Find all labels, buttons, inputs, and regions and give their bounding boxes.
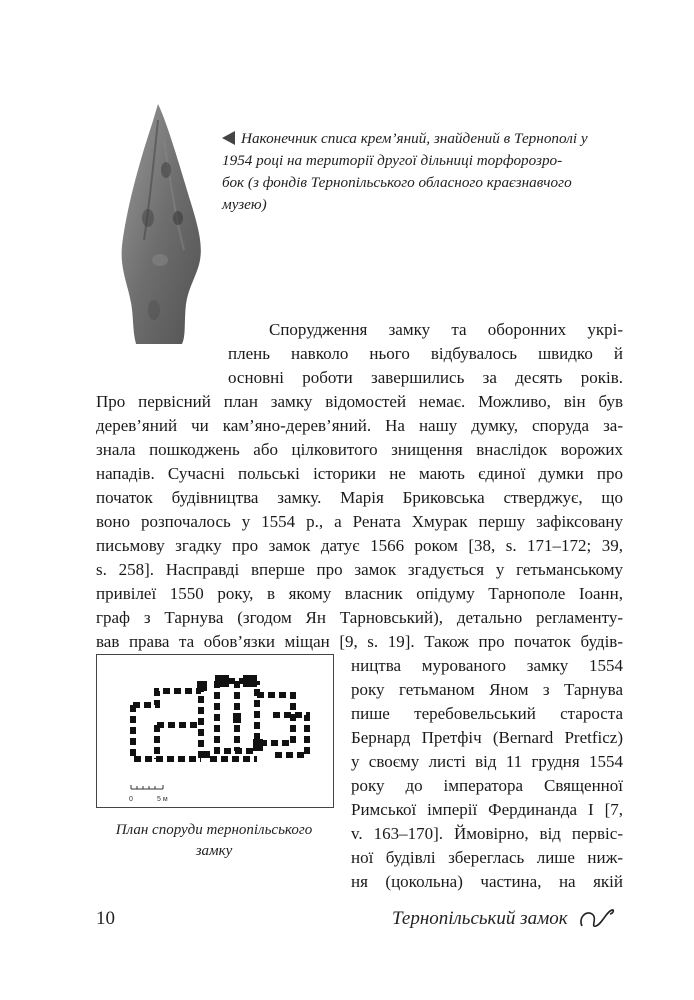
scale-label-five: 5 м bbox=[157, 796, 168, 803]
body-line: ної будівлі збереглась лише ниж- bbox=[351, 848, 623, 867]
body-line: s. 258]. Насправді вперше про замок згадується у гетьманському bbox=[96, 560, 623, 579]
castle-plan-caption bbox=[96, 820, 332, 862]
caption-line: 1954 році на території другої дільниці торфорозро- bbox=[222, 152, 563, 169]
left-triangle-icon bbox=[222, 131, 235, 145]
body-line: Спорудження замку та оборонних укрі- bbox=[269, 320, 623, 339]
caption-line: бок (з фондів Тернопільського обласного краєзнавчого bbox=[222, 174, 572, 191]
scale-bar bbox=[131, 785, 163, 789]
spearhead-caption bbox=[222, 128, 624, 216]
body-line: воно розпочалось у 1554 р., а Рената Хмурак першу зафіксовану bbox=[96, 512, 623, 531]
body-line: основні роботи завершились за десять років. bbox=[228, 368, 623, 387]
body-line: року гетьманом Яном з Тарнува bbox=[351, 680, 623, 699]
body-line: Бернард Претфіч (Bernard Pretficz) bbox=[351, 728, 623, 747]
body-line: початок будівництва замку. Марія Бриковська стверджує, що bbox=[96, 488, 623, 507]
page-number: 10 bbox=[96, 908, 115, 929]
flourish-icon bbox=[576, 904, 616, 932]
body-line: знала пошкоджень або цілковитого знищення внаслідок ворожих bbox=[96, 440, 623, 459]
body-line: Про первісний план замку відомостей немає. Можливо, він був bbox=[96, 392, 623, 411]
body-line: року до імператора Священної bbox=[351, 776, 623, 795]
spearhead-photo bbox=[114, 100, 210, 348]
body-line: ня (цокольна) частина, на якій bbox=[351, 872, 623, 891]
body-line: у своєму листі від 11 грудня 1554 bbox=[351, 752, 623, 771]
running-title: Тернопільський замок bbox=[392, 908, 568, 929]
caption-line: замку bbox=[195, 843, 233, 859]
caption-line: Наконечник списа крем’яний, знайдений в Тернополі у bbox=[222, 128, 624, 150]
body-line: Римської імперії Фердинанда І [7, bbox=[351, 800, 623, 819]
scale-label-zero: 0 bbox=[129, 796, 133, 803]
body-line: ництва мурованого замку 1554 bbox=[351, 656, 623, 675]
body-line: граф з Тарнува (згодом Ян Тарновський), детально регламенту- bbox=[96, 608, 623, 627]
castle-plan-drawing bbox=[97, 655, 333, 807]
body-line: дерев’яний чи кам’яно-дерев’яний. На нашу думку, споруда за- bbox=[96, 416, 623, 435]
castle-plan-figure bbox=[96, 654, 334, 808]
body-line: плень навколо нього відбувалось швидко й bbox=[228, 344, 623, 363]
body-line: привілеї 1550 року, в якому власник опідуму Тарнополе Іоанн, bbox=[96, 584, 623, 603]
caption-line: музею) bbox=[222, 196, 267, 213]
body-line: v. 163–170]. Ймовірно, від первіс- bbox=[351, 824, 623, 843]
body-line: пише теребовельський староста bbox=[351, 704, 623, 723]
body-line: нападів. Сучасні польські історики не мають єдиної думки про bbox=[96, 464, 623, 483]
caption-line: План споруди тернопільського bbox=[115, 822, 313, 838]
body-line: вав права та обов’язки міщан [9, s. 19]. Також про початок будів- bbox=[96, 632, 623, 651]
body-line: письмову згадку про замок датує 1566 роком [38, s. 171–172; 39, bbox=[96, 536, 623, 555]
